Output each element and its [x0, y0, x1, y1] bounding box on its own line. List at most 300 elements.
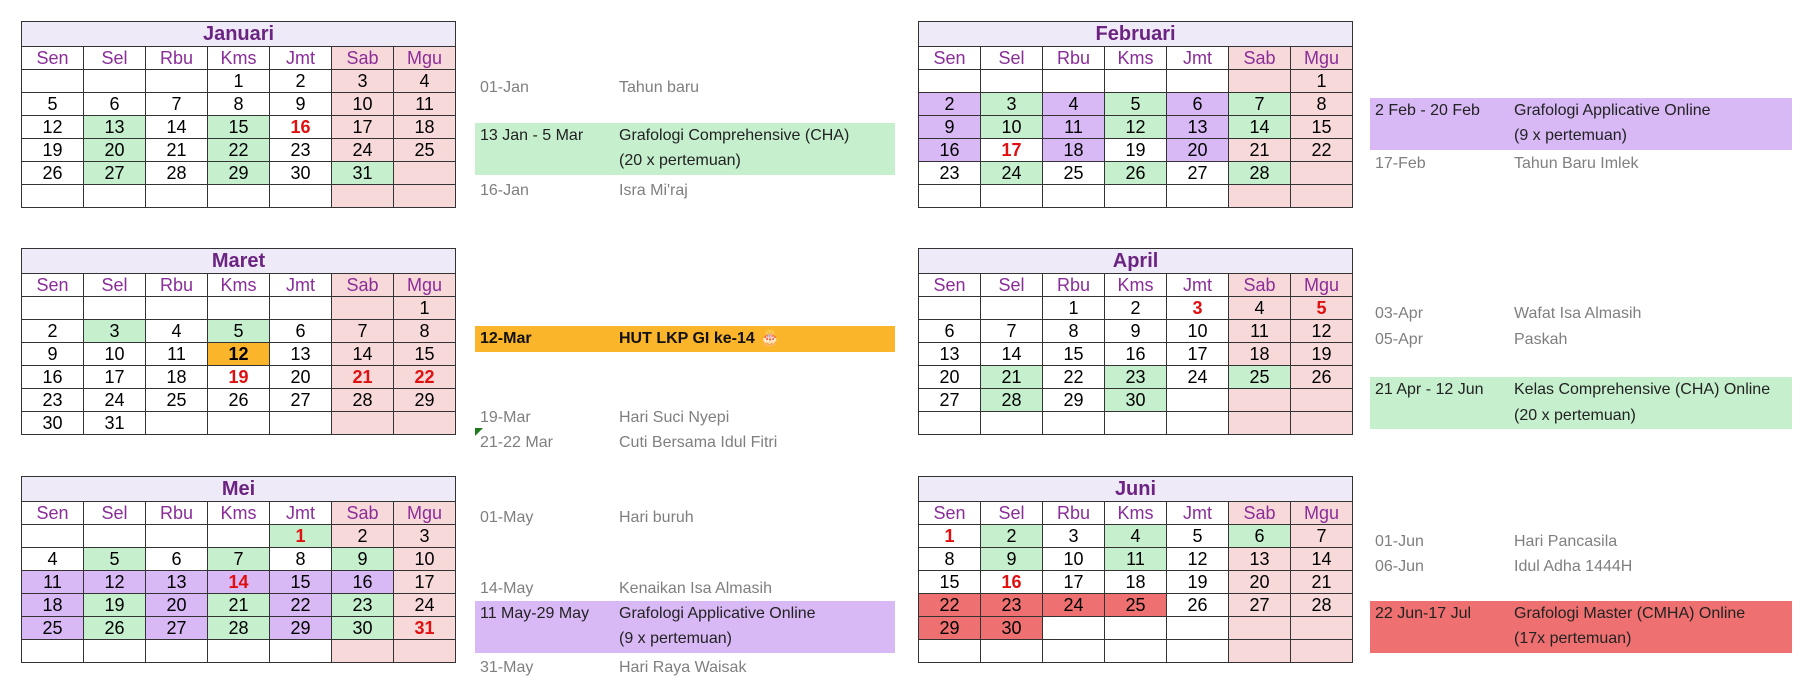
day-cell: 11 [1229, 320, 1291, 343]
day-cell [270, 297, 332, 320]
weekday-header: Sel [84, 47, 146, 70]
day-cell [1229, 617, 1291, 640]
weekday-header: Sab [332, 274, 394, 297]
day-cell: 12 [84, 571, 146, 594]
weekday-header: Mgu [1291, 47, 1353, 70]
cake-icon: 🎂 [760, 330, 780, 347]
day-cell: 29 [1043, 389, 1105, 412]
day-cell: 20 [1167, 139, 1229, 162]
weekday-header: Sab [1229, 502, 1291, 525]
day-cell: 16 [919, 139, 981, 162]
day-cell [146, 185, 208, 208]
day-cell [22, 525, 84, 548]
day-cell: 5 [22, 93, 84, 116]
day-cell: 18 [146, 366, 208, 389]
day-cell [1043, 70, 1105, 93]
weekday-header: Sen [919, 502, 981, 525]
day-cell: 16 [270, 116, 332, 139]
course-block [1370, 601, 1792, 653]
day-cell [1167, 640, 1229, 663]
day-cell: 9 [981, 548, 1043, 571]
day-cell [1291, 640, 1353, 663]
event-subtext: (20 x pertemuan) [1514, 407, 1636, 424]
weekday-header: Rbu [146, 274, 208, 297]
weekday-header: Sen [22, 47, 84, 70]
weekday-header: Sel [981, 274, 1043, 297]
day-cell [146, 297, 208, 320]
day-cell: 17 [332, 116, 394, 139]
day-cell: 24 [332, 139, 394, 162]
day-cell: 28 [208, 617, 270, 640]
event-date: 12-Mar [480, 330, 532, 347]
weekday-header: Kms [208, 47, 270, 70]
day-cell: 19 [208, 366, 270, 389]
day-cell: 23 [1105, 366, 1167, 389]
month-title: Maret [22, 249, 456, 274]
event-date: 05-Apr [1375, 331, 1424, 348]
event-subtext: (9 x pertemuan) [619, 630, 732, 647]
day-cell: 30 [22, 412, 84, 435]
day-cell: 2 [22, 320, 84, 343]
day-cell [146, 412, 208, 435]
day-cell: 23 [270, 139, 332, 162]
day-cell: 25 [394, 139, 456, 162]
day-cell: 6 [270, 320, 332, 343]
day-cell: 10 [1043, 548, 1105, 571]
weekday-header: Sab [1229, 274, 1291, 297]
day-cell: 4 [394, 70, 456, 93]
event-text: Grafologi Applicative Online [1514, 102, 1711, 119]
day-cell: 13 [270, 343, 332, 366]
day-cell: 2 [981, 525, 1043, 548]
event-date: 17-Feb [1375, 155, 1426, 172]
day-cell: 10 [394, 548, 456, 571]
event-text: Grafologi Applicative Online [619, 605, 816, 622]
day-cell: 31 [84, 412, 146, 435]
day-cell [270, 640, 332, 663]
weekday-header: Jmt [270, 47, 332, 70]
day-cell [919, 640, 981, 663]
day-cell [22, 185, 84, 208]
weekday-header: Jmt [270, 274, 332, 297]
event-text: Tahun Baru Imlek [1514, 155, 1639, 172]
day-cell: 15 [394, 343, 456, 366]
weekday-header: Rbu [146, 502, 208, 525]
day-cell: 3 [394, 525, 456, 548]
day-cell [1167, 389, 1229, 412]
day-cell: 13 [1229, 548, 1291, 571]
day-cell [1229, 389, 1291, 412]
day-cell [981, 297, 1043, 320]
day-cell: 30 [270, 162, 332, 185]
event-row [475, 432, 895, 454]
day-cell: 13 [919, 343, 981, 366]
day-cell: 27 [1167, 162, 1229, 185]
event-text: HUT LKP GI ke-14 [619, 330, 755, 347]
day-cell: 11 [1043, 116, 1105, 139]
day-cell: 19 [22, 139, 84, 162]
event-text: Hari Pancasila [1514, 533, 1618, 550]
day-cell: 8 [1043, 320, 1105, 343]
day-cell: 27 [1229, 594, 1291, 617]
day-cell: 25 [22, 617, 84, 640]
day-cell: 16 [332, 571, 394, 594]
day-cell: 20 [270, 366, 332, 389]
weekday-header: Sen [22, 502, 84, 525]
event-text: Isra Mi'raj [619, 182, 688, 199]
day-cell [1105, 185, 1167, 208]
weekday-header: Sel [84, 502, 146, 525]
day-cell: 7 [208, 548, 270, 571]
day-cell [394, 185, 456, 208]
day-cell: 22 [919, 594, 981, 617]
day-cell: 1 [208, 70, 270, 93]
day-cell: 14 [146, 116, 208, 139]
day-cell: 7 [332, 320, 394, 343]
day-cell: 6 [84, 93, 146, 116]
event-row [475, 180, 895, 202]
day-cell [394, 412, 456, 435]
event-date: 01-Jan [480, 79, 529, 96]
day-cell: 10 [1167, 320, 1229, 343]
weekday-header: Mgu [1291, 274, 1353, 297]
weekday-header: Sab [1229, 47, 1291, 70]
weekday-header: Mgu [394, 502, 456, 525]
day-cell: 12 [1105, 116, 1167, 139]
day-cell [84, 525, 146, 548]
day-cell: 22 [208, 139, 270, 162]
weekday-header: Sel [84, 274, 146, 297]
day-cell: 4 [1105, 525, 1167, 548]
event-row [1370, 556, 1790, 578]
day-cell: 9 [1105, 320, 1167, 343]
day-cell: 2 [919, 93, 981, 116]
day-cell [84, 297, 146, 320]
day-cell: 6 [1229, 525, 1291, 548]
day-cell: 30 [332, 617, 394, 640]
day-cell: 21 [1229, 139, 1291, 162]
day-cell: 7 [1229, 93, 1291, 116]
day-cell: 11 [146, 343, 208, 366]
day-cell [1105, 640, 1167, 663]
day-cell: 25 [146, 389, 208, 412]
day-cell: 27 [270, 389, 332, 412]
event-date: 19-Mar [480, 409, 531, 426]
day-cell [1105, 412, 1167, 435]
day-cell: 17 [1167, 343, 1229, 366]
day-cell [22, 297, 84, 320]
day-cell: 24 [84, 389, 146, 412]
event-row [1370, 153, 1790, 175]
course-block [475, 601, 895, 653]
weekday-header: Kms [208, 274, 270, 297]
event-date: 01-Jun [1375, 533, 1424, 550]
day-cell: 1 [394, 297, 456, 320]
day-cell: 26 [22, 162, 84, 185]
day-cell: 12 [22, 116, 84, 139]
weekday-header: Sab [332, 502, 394, 525]
day-cell: 26 [1291, 366, 1353, 389]
day-cell: 11 [1105, 548, 1167, 571]
day-cell: 13 [1167, 116, 1229, 139]
day-cell: 28 [1291, 594, 1353, 617]
day-cell: 31 [394, 617, 456, 640]
day-cell: 5 [208, 320, 270, 343]
day-cell: 26 [208, 389, 270, 412]
day-cell [394, 162, 456, 185]
day-cell: 3 [84, 320, 146, 343]
day-cell: 5 [84, 548, 146, 571]
day-cell: 23 [981, 594, 1043, 617]
weekday-header: Sen [22, 274, 84, 297]
event-text: Grafologi Comprehensive (CHA) [619, 127, 850, 144]
day-cell: 15 [1043, 343, 1105, 366]
month-calendar-juni [918, 476, 1353, 663]
month-title: Januari [22, 22, 456, 47]
day-cell: 15 [270, 571, 332, 594]
day-cell: 30 [1105, 389, 1167, 412]
day-cell: 23 [22, 389, 84, 412]
day-cell: 10 [332, 93, 394, 116]
day-cell [1229, 640, 1291, 663]
day-cell: 28 [981, 389, 1043, 412]
course-block [1370, 98, 1792, 150]
course-block [1370, 377, 1792, 429]
event-date: 03-Apr [1375, 305, 1424, 322]
day-cell [1043, 185, 1105, 208]
day-cell: 20 [146, 594, 208, 617]
day-cell: 9 [22, 343, 84, 366]
event-text: Tahun baru [619, 79, 700, 96]
event-text: Hari Suci Nyepi [619, 409, 730, 426]
weekday-header: Sel [981, 47, 1043, 70]
day-cell [919, 412, 981, 435]
event-date: 22 Jun-17 Jul [1375, 605, 1472, 622]
day-cell: 21 [1291, 571, 1353, 594]
day-cell [1167, 617, 1229, 640]
day-cell: 19 [1167, 571, 1229, 594]
event-text: Paskah [1514, 331, 1568, 348]
event-row [1370, 329, 1790, 351]
day-cell [1167, 70, 1229, 93]
day-cell [146, 70, 208, 93]
event-date: 2 Feb - 20 Feb [1375, 102, 1480, 119]
event-text: Idul Adha 1444H [1514, 558, 1633, 575]
anniversary-block [475, 326, 895, 352]
event-text: Grafologi Master (CMHA) Online [1514, 605, 1746, 622]
day-cell: 21 [208, 594, 270, 617]
event-row [475, 507, 895, 529]
day-cell: 31 [332, 162, 394, 185]
day-cell: 25 [1229, 366, 1291, 389]
day-cell: 17 [394, 571, 456, 594]
day-cell: 25 [1105, 594, 1167, 617]
day-cell: 19 [1291, 343, 1353, 366]
day-cell: 2 [332, 525, 394, 548]
day-cell: 21 [146, 139, 208, 162]
day-cell [981, 185, 1043, 208]
event-row [475, 578, 895, 600]
month-title: Februari [919, 22, 1353, 47]
day-cell: 20 [919, 366, 981, 389]
day-cell: 26 [1105, 162, 1167, 185]
day-cell [1043, 617, 1105, 640]
day-cell [1229, 70, 1291, 93]
day-cell [1043, 640, 1105, 663]
day-cell: 7 [981, 320, 1043, 343]
event-date: 13 Jan - 5 Mar [480, 127, 584, 144]
day-cell [270, 412, 332, 435]
day-cell: 17 [981, 139, 1043, 162]
day-cell: 13 [146, 571, 208, 594]
weekday-header: Mgu [394, 47, 456, 70]
day-cell: 24 [1167, 366, 1229, 389]
day-cell [1167, 412, 1229, 435]
weekday-header: Sab [332, 47, 394, 70]
weekday-header: Kms [1105, 47, 1167, 70]
event-subtext: (20 x pertemuan) [619, 152, 741, 169]
course-block [475, 123, 895, 175]
day-cell: 18 [22, 594, 84, 617]
day-cell: 21 [981, 366, 1043, 389]
day-cell: 17 [84, 366, 146, 389]
day-cell: 2 [270, 70, 332, 93]
day-cell: 29 [394, 389, 456, 412]
day-cell [919, 185, 981, 208]
day-cell: 5 [1291, 297, 1353, 320]
day-cell: 16 [981, 571, 1043, 594]
day-cell: 14 [1291, 548, 1353, 571]
day-cell [1291, 185, 1353, 208]
day-cell: 19 [84, 594, 146, 617]
day-cell: 26 [1167, 594, 1229, 617]
day-cell [1291, 162, 1353, 185]
day-cell: 24 [394, 594, 456, 617]
day-cell [981, 70, 1043, 93]
event-date: 16-Jan [480, 182, 529, 199]
event-date: 11 May-29 May [480, 605, 590, 622]
day-cell [1291, 617, 1353, 640]
event-row [475, 407, 895, 429]
day-cell [332, 185, 394, 208]
day-cell [146, 640, 208, 663]
day-cell [84, 185, 146, 208]
day-cell: 19 [1105, 139, 1167, 162]
event-row [1370, 531, 1790, 553]
day-cell: 6 [919, 320, 981, 343]
day-cell: 10 [981, 116, 1043, 139]
day-cell [22, 70, 84, 93]
day-cell: 14 [332, 343, 394, 366]
day-cell: 14 [981, 343, 1043, 366]
day-cell: 1 [919, 525, 981, 548]
day-cell: 29 [208, 162, 270, 185]
day-cell: 12 [208, 343, 270, 366]
day-cell [146, 525, 208, 548]
event-text: Wafat Isa Almasih [1514, 305, 1642, 322]
day-cell: 3 [332, 70, 394, 93]
day-cell: 24 [981, 162, 1043, 185]
event-date: 01-May [480, 509, 534, 526]
day-cell [919, 70, 981, 93]
month-calendar-januari [21, 21, 456, 208]
day-cell: 25 [1043, 162, 1105, 185]
comment-marker-icon [475, 428, 483, 436]
day-cell: 14 [1229, 116, 1291, 139]
day-cell: 6 [1167, 93, 1229, 116]
day-cell [1291, 389, 1353, 412]
day-cell: 9 [270, 93, 332, 116]
day-cell: 5 [1167, 525, 1229, 548]
weekday-header: Kms [1105, 274, 1167, 297]
day-cell: 20 [1229, 571, 1291, 594]
day-cell: 11 [394, 93, 456, 116]
day-cell [1167, 185, 1229, 208]
month-title: Juni [919, 477, 1353, 502]
day-cell: 22 [1291, 139, 1353, 162]
day-cell [1229, 412, 1291, 435]
day-cell: 11 [22, 571, 84, 594]
day-cell [332, 412, 394, 435]
day-cell: 7 [1291, 525, 1353, 548]
day-cell: 18 [394, 116, 456, 139]
weekday-header: Jmt [1167, 502, 1229, 525]
day-cell [84, 640, 146, 663]
month-calendar-maret [21, 248, 456, 435]
day-cell: 4 [146, 320, 208, 343]
day-cell: 4 [1043, 93, 1105, 116]
day-cell: 18 [1105, 571, 1167, 594]
event-row [475, 657, 895, 679]
day-cell [208, 640, 270, 663]
day-cell: 15 [208, 116, 270, 139]
day-cell [919, 297, 981, 320]
day-cell: 28 [1229, 162, 1291, 185]
weekday-header: Kms [1105, 502, 1167, 525]
weekday-header: Jmt [270, 502, 332, 525]
day-cell [208, 525, 270, 548]
day-cell: 23 [332, 594, 394, 617]
day-cell: 8 [1291, 93, 1353, 116]
day-cell: 22 [394, 366, 456, 389]
day-cell: 8 [394, 320, 456, 343]
day-cell: 10 [84, 343, 146, 366]
day-cell: 1 [1043, 297, 1105, 320]
day-cell [270, 185, 332, 208]
day-cell: 20 [84, 139, 146, 162]
day-cell: 3 [1167, 297, 1229, 320]
day-cell: 12 [1291, 320, 1353, 343]
day-cell: 8 [919, 548, 981, 571]
event-row [1370, 303, 1790, 325]
day-cell [1043, 412, 1105, 435]
weekday-header: Sel [981, 502, 1043, 525]
day-cell [332, 640, 394, 663]
day-cell: 22 [270, 594, 332, 617]
weekday-header: Mgu [394, 274, 456, 297]
day-cell: 18 [1229, 343, 1291, 366]
day-cell [208, 297, 270, 320]
day-cell [1105, 617, 1167, 640]
day-cell: 3 [981, 93, 1043, 116]
event-subtext: (9 x pertemuan) [1514, 127, 1627, 144]
day-cell [394, 640, 456, 663]
day-cell [981, 640, 1043, 663]
day-cell [981, 412, 1043, 435]
event-text: Hari Raya Waisak [619, 659, 747, 676]
day-cell: 17 [1043, 571, 1105, 594]
day-cell: 24 [1043, 594, 1105, 617]
